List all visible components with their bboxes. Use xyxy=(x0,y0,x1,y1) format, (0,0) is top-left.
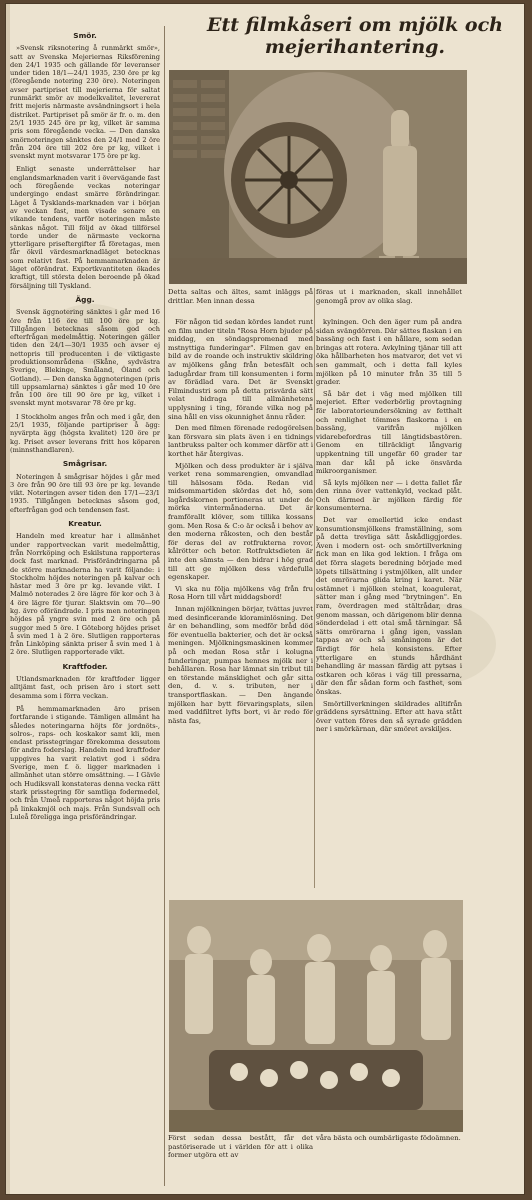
section-title: Kraftfoder. xyxy=(62,661,108,671)
section-paragraph: Utlandsmarknaden för kraftfoder ligger alltjämt fast, och prisen äro i stort sett desamma som i förra veckan. xyxy=(10,675,160,700)
article-paragraph: Det var emellertid icke endast konsumtionsmjölkens framställning, som på detta trevliga sätt åskådliggjordes. Även i modern ost- och smörtillverkning fick man en lika god lektion. I fråga om det förra slagets beredning började med löpets tillsättning i ystmjölken, allt under det omrörarna glida kring i karet. När ostämnet i mjölken stelnat, koagulerat, sätter man i gång med "brytningen". En ram, överdragen med stältrådar, dras genom massan, och därigenom blir denna sönderdelad i ett otal små tärningar. Så sätts omrörarna i gång igen, vasslan tappas av och så småningom är det färdigt för hela konsistens. Efter ytterligare en stunds hårdhänt behandling är massan färdig att pytsas i ostkaren och köras i väg till pressarna, där den får sådan form och fasthet, som önskas. xyxy=(316,516,462,696)
section-paragraph: På hemmamarknaden äro prisen fortfarande i stigande. Tämligen allmänt ha således noteringarna höjts för jordnöts-, solros-, raps- och koskakor samt kli, men endast prisstegringar förekomma dessutom för andra foderslag. Handeln med kraftfoder uppgives ha varit relativt god i södra Sverige, men f. ö. ligger marknaden i allmänhet utan större omsättning. — I Gävle och Hudiksvall konstateras denna vecka rätt stark prisstegring för samtliga fodermedel, och från Umeå rapporteras något höjda pris på linkakmjöl och majs. Från Sundsvall och Luleå föreligga inga prisförändringar. xyxy=(10,704,160,821)
article-paragraph: Vi ska nu följa mjölkens väg från fru Rosa Horn till vårt middagsbord! xyxy=(168,584,313,602)
section-paragraph: Enligt senaste underrättelser har englandsmarknaden varit i övervägande fast och föregående veckas noteringar undergingo endast smärre förändringar. Läget å Tysklands-marknaden var i början av veckan fast, men visade senare en vikande tendens, varför noteringen måste sänkas något. Till följd av ökad tillförsel torde under de närmaste veckorna ytterligare priseftergifter få företagas, men får ökvil värdesmarknadläget betecknas som relativt fast. På hemmamarknaden är läget oförändrat. Exportkvantiteten ökades kraftigt, till största delen beroende på ökad försäljning till Tyskland. xyxy=(10,165,160,290)
section-paragraph: Noteringen å smågrisar höjdes i går med 3 öre från 90 öre till 93 öre pr kg. levande vikt. Noteringen avser tiden den 17/1—23/1 1935. Tillgången betecknas såsom god, efterfrågan god och tendensen fast. xyxy=(10,472,160,514)
article-paragraph: kylningen. Och den äger rum på andra sidan svängdörren. Där sättes flaskan i en bassäng och fast i en hållare, som sedan bringas att rotera. Avkylning tjänar till att öka hållbarheten hos matvaror, det vet vi sen gammalt, och i detta fall kyles mjölken på 10 minuter från 35 till 5 grader. xyxy=(316,318,462,387)
milk-cooling-photo xyxy=(169,70,467,284)
article-paragraph: Så bär det i väg med mjölken till mejeriet. Efter vederbörlig provtagning för laboratorieundersökning av fetthalt och renlighet tömmes flaskorna i en bassäng, varifrån mjölken vidarebefordras till längtidsbastören. Genom en tillräckligt långvarig uppkentning till ungefär 60 grader tar man dar kål på icke önsvärda mikroorganismer. xyxy=(316,389,462,476)
dairy-workers-photo xyxy=(169,900,463,1132)
rotating-cooler-image xyxy=(169,70,467,284)
section-title: Kreatur. xyxy=(68,519,102,529)
section-title: Smör. xyxy=(73,31,97,40)
column-divider xyxy=(314,288,315,888)
dairy-workers-image xyxy=(169,900,463,1132)
section-paragraph: I Stockholm anges från och med i går, den 25/1 1935, följande partipriser å ägg: nyvärpta ägg (högsta kvalitet) 120 öre pr kg. Priset avser leverans fritt hos köparen (minnsthandlaren). xyxy=(10,412,160,454)
section-title: Ägg. xyxy=(75,294,95,304)
article-paragraph: Smörtillverkningen skildrades alltifrån gräddens syrsättning. Efter att hava stått över vatten föres den så syrade grädden ner i smörkärnan, där smöret avskiljes. xyxy=(316,699,462,734)
photo-caption: föras ut i marknaden, skall innehållet genomgå prov av olika slag. xyxy=(316,288,462,305)
article-paragraph: Innan mjölkningen börjar, tvättas juvret med desinficerande kloraminlösning. Det är en behandling, som medför bråd död för eventuella bakterier, och det är också meningen. Mjölkningsmaskinen kommer på och medan Rosa står i kolugna funderingar, pumpas hennes mjölk ner i behållaren. Rosa har lämnat sin tribut till en törstande mänsklighet och går sitta den, d. v. s. tributen, ner i transportflaskan. — Den ängandе mjölken har bytt förvaringsplats, silen med vaddfiltret lyfts bort, vi är redo för nästa fas, xyxy=(168,605,313,725)
photo-caption: Detta saltas och ältes, samt inläggs på drittlar. Men innan dessa xyxy=(168,288,313,305)
column-divider xyxy=(164,26,165,1186)
article-paragraph: Så kyls mjölken ner — i detta fallet får den rinna över vattenkyld, veckad plåt. Och därmed är mjölken färdig för konsumenterna. xyxy=(316,478,462,513)
section-paragraph: Handeln med kreatur har i allmänhet under rapportveckan varit medelmåttig, från Norrköping och Eskilstuna rapporteras dock fast marknad. Prisförändringarna på de större marknaderna ha varit följande: i Stockholm höjdes noteringen på kalvar och hästar med 3 öre pr kg. levande vikt. I Malmö noterades 2 öre lägre för kor och 3 à 4 öre lägre för tjurar. Slaktsvin om 70—90 kg. ävro oförändrade. I pris men noteringen höjdes på yngre svin med 2 öre och på suggor med 5 öre. I Göteborg höjdes priset å svin med 1 à 2 öre. Slutligen rapporteras från Linköping sänkta priser å svin med 1 à 2 öre. Slutligen rapporterade vikt. xyxy=(10,532,160,657)
section-title: Smågrisar. xyxy=(62,459,108,469)
article-paragraph: För någon tid sedan kördes landet runt en film under titeln "Rosa Horn bjuder på middag, en söndagspromenad med mstnyttiga funderingar". Filmen gav en bild av de roande och instruktiv skildring av mjölkens gång från betesfält och ladugårdar fram till konsumenten i form av förädlad vara. Det är Svenskt Filmindustri som på detta prisvärda sätt velat bidraga till allmänhetens upplysning i ting, förande vilka nog på sina håll en viss okunnighet ännu råder. xyxy=(168,318,313,421)
article-column xyxy=(316,318,462,737)
article-headline: Ett filmkåseri om mjölk och mejerihantering. xyxy=(207,14,503,58)
photo-caption: våra bästa och oumbärligaste födoämnen. xyxy=(316,1134,461,1142)
article-paragraph: Den med filmen förenade redogörelsen kan försvara sin plats även i en tidnings lantbrukss palter och kommer därför att i korthet här återgivas. xyxy=(168,424,313,458)
market-report-column xyxy=(10,26,160,826)
section-paragraph: »Svensk riksnotering å runmärkt smör», satt av Svenska Mejeriernas Riksförening den 24/1 1935 och gällande för leveranser under tiden 18/1—24/1 1935, 230 öre pr kg (föregående notering 230 öre). Noteringen avser partipriset till mejerierna för saltat runmärkt smör av modelkvalitet, levererat fritt mejeris närmaste avsändningsort i hela distriket. Partipriset på smör är fr. o. m. den 25/1 1935 245 öre pr kg, vilket är samma pris som föregående vecka. — Den danska smörnoteringen sänktes den 24/1 med 2 öre från 204 öre till 202 öre pr kg, vilket i svenskt mynt motsvarar 175 öre pr kg. xyxy=(10,44,160,161)
photo-caption: Först sedan dessa bestått, får det pastöriserade ut i världen för att i olika former utgöra ett av xyxy=(168,1134,313,1160)
article-column xyxy=(168,318,313,728)
section-paragraph: Svensk äggnotering sänktes i går med 16 öre från 116 öre till 100 öre pr kg. Tillgången betecknas såsom god och efterfrågan medelmåttig. Noteringen gäller tiden den 24/1—30/1 1935 och avser ej nettopris till producenten i de viktigaste produktionsområdena (Skåne, sydvästra Sverige, Blekinge, Småland, Öland och Gotland). — Den danska äggnoteringen (pris till uppsamlarna) sänktes i går med 10 öre från 100 öre till 90 öre pr kg, vilket i svenskt mynt motsvarar 78 öre pr kg. xyxy=(10,308,160,408)
article-paragraph: Mjölken och dess produkter är i själva verket rena sommarengien, omvandlad till hälsosam föda. Redan vid midsommartiden skördas det hö, som lagårdskornen portioneras ut under de mörka vintermånaderna. Det är framförallt klöver, som tillika kossans gom. Men Rosa & C:o är också i behov av den moderna råkosten, och den består för deras del av rotfrukterna rovor, kålrötter och betor. Rotfruktsdieten är inte den sämsta — den bidrar i hög grad till att ge mjölken dess värdefulla egenskaper. xyxy=(168,461,313,582)
